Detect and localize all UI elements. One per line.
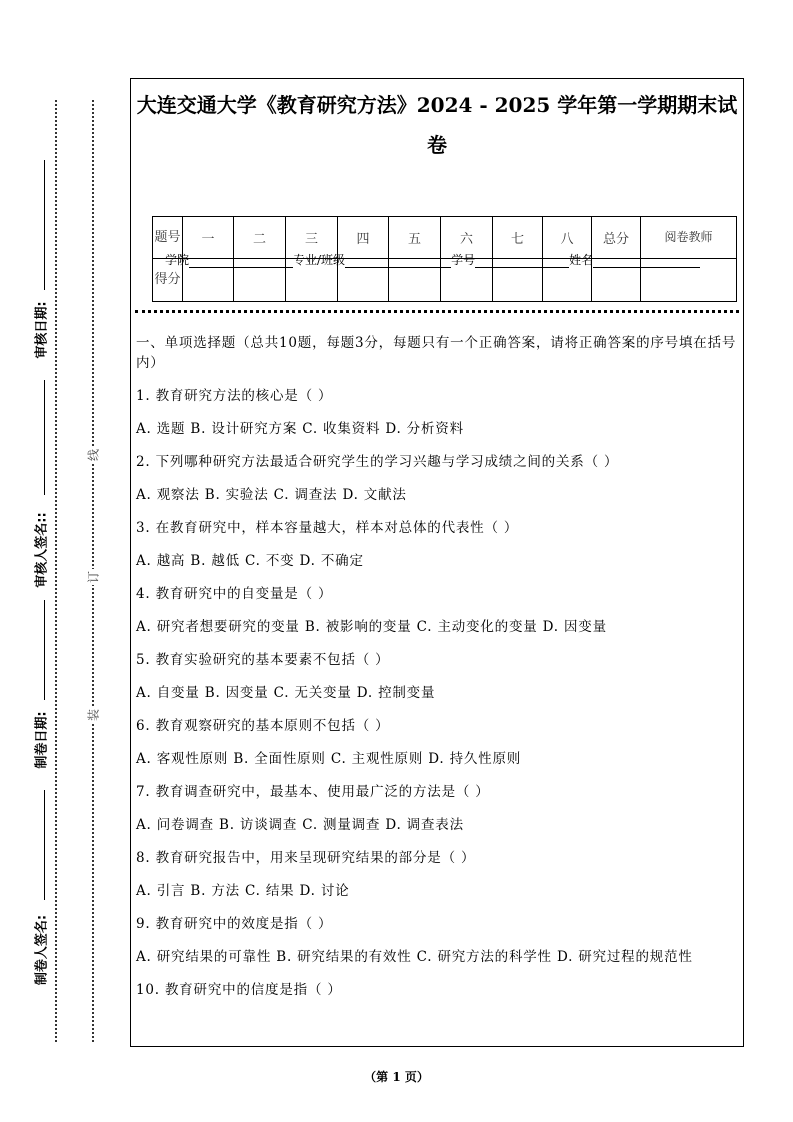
score-cell[interactable]: [286, 259, 338, 302]
score-cell[interactable]: [493, 259, 543, 302]
student-id-label: 学号: [451, 253, 476, 267]
question-number-cell: 七: [493, 217, 543, 259]
binding-char: 装: [86, 708, 101, 722]
signature-line: [44, 600, 45, 700]
score-cell[interactable]: [441, 259, 493, 302]
signature-line: [44, 380, 45, 495]
binding-char: 线: [86, 448, 101, 462]
question-text: 7. 教育调查研究中，最基本、使用最广泛的方法是（ ）: [136, 784, 490, 800]
question-text: 1. 教育研究方法的核心是（ ）: [136, 388, 333, 404]
question-number-cell: 六: [441, 217, 493, 259]
page-number: （第 1 页）: [364, 1070, 429, 1084]
question-options: A. 自变量 B. 因变量 C. 无关变量 D. 控制变量: [136, 685, 436, 701]
binding-dotted-line-outer: [55, 100, 57, 1042]
question-number-cell: 四: [338, 217, 389, 259]
question-text: 4. 教育研究中的自变量是（ ）: [136, 586, 333, 602]
score-cell[interactable]: [592, 259, 641, 302]
name-label: 姓名: [569, 253, 594, 267]
score-cell[interactable]: [641, 259, 737, 302]
question-number-cell: 三: [286, 217, 338, 259]
exam-title-block: [135, 85, 739, 165]
score-cell[interactable]: [183, 259, 234, 302]
question-number-cell: 八: [543, 217, 592, 259]
question-options: A. 问卷调查 B. 访谈调查 C. 测量调查 D. 调查表法: [136, 817, 464, 833]
score-cell[interactable]: [543, 259, 592, 302]
score-cell[interactable]: [338, 259, 389, 302]
question-number-cell: 阅卷教师: [641, 217, 737, 259]
question-list: [136, 333, 737, 1013]
exam-border: [130, 78, 744, 1047]
score-table: [152, 216, 737, 302]
binding-char: 订: [86, 570, 101, 584]
question-text: 10. 教育研究中的信度是指（ ）: [136, 982, 342, 998]
header-label-cell: 题号: [153, 217, 183, 259]
question-options: A. 研究者想要研究的变量 B. 被影响的变量 C. 主动变化的变量 D. 因变量: [136, 619, 607, 635]
question-text: 5. 教育实验研究的基本要素不包括（ ）: [136, 652, 390, 668]
signature-line: [44, 790, 45, 900]
review-date-label: 审核日期:: [34, 301, 50, 359]
exam-title-cont: 卷: [427, 133, 447, 157]
score-cell[interactable]: [389, 259, 441, 302]
question-text: 8. 教育研究报告中，用来呈现研究结果的部分是（ ）: [136, 850, 476, 866]
score-cell[interactable]: [234, 259, 286, 302]
question-options: A. 客观性原则 B. 全面性原则 C. 主观性原则 D. 持久性原则: [136, 751, 522, 767]
section-heading: 一、单项选择题（总共10题，每题3分，每题只有一个正确答案，请将正确答案的序号填在括号内）: [136, 335, 737, 371]
question-number-cell: 二: [234, 217, 286, 259]
question-options: A. 观察法 B. 实验法 C. 调查法 D. 文献法: [136, 487, 407, 503]
question-text: 6. 教育观察研究的基本原则不包括（ ）: [136, 718, 390, 734]
dotted-separator: [135, 310, 739, 313]
question-text: 9. 教育研究中的效度是指（ ）: [136, 916, 333, 932]
maker-signature-label: 制卷人签名:: [34, 914, 50, 986]
college-label: 学院: [165, 253, 190, 267]
score-row-label: 得分: [153, 259, 183, 302]
exam-title: 大连交通大学《教育研究方法》2024 - 2025 学年第一学期期末试: [136, 93, 738, 117]
question-number-cell: 总分: [592, 217, 641, 259]
make-date-label: 制卷日期:: [34, 711, 50, 769]
reviewer-signature-label: 审核人签名::: [34, 512, 50, 588]
major-label: 专业/班级: [293, 253, 346, 267]
question-number-cell: 五: [389, 217, 441, 259]
question-options: A. 引言 B. 方法 C. 结果 D. 讨论: [136, 883, 350, 899]
question-options: A. 越高 B. 越低 C. 不变 D. 不确定: [136, 553, 364, 569]
question-number-cell: 一: [183, 217, 234, 259]
question-options: A. 研究结果的可靠性 B. 研究结果的有效性 C. 研究方法的科学性 D. 研究过程的规范性: [136, 949, 693, 965]
question-options: A. 选题 B. 设计研究方案 C. 收集资料 D. 分析资料: [136, 421, 464, 437]
question-text: 2. 下列哪种研究方法最适合研究学生的学习兴趣与学习成绩之间的关系（ ）: [136, 454, 619, 470]
question-text: 3. 在教育研究中，样本容量越大，样本对总体的代表性（ ）: [136, 520, 519, 536]
signature-line: [44, 160, 45, 290]
